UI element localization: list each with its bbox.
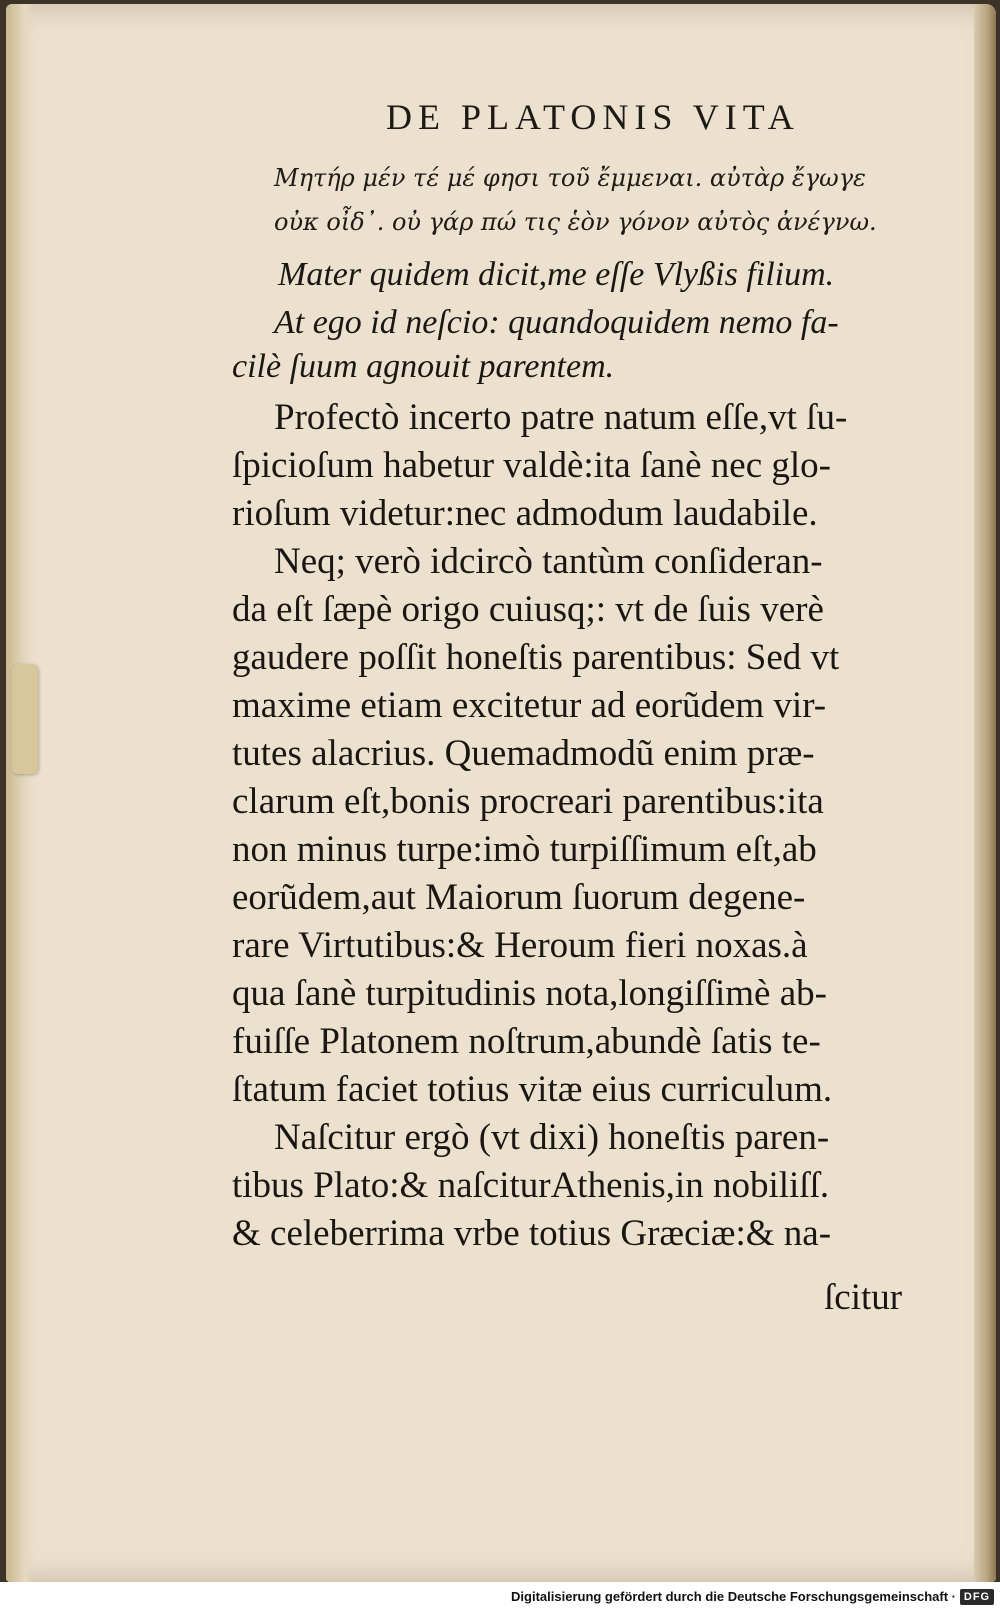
footer-bar: [0, 1582, 1000, 1610]
italic-line-2: At ego id neſcio: quandoquidem nemo fa-: [274, 304, 839, 341]
body-line-4: Neq; verò idcircò tantùm conſideran-: [274, 541, 823, 582]
italic-line-1: Mater quidem dicit,me eſſe Vlyßis filium.: [278, 256, 835, 293]
body-line-5: da eſt ſæpè origo cuiusq;: vt de ſuis verè: [232, 589, 824, 630]
footer-credit: Digitalisierung gefördert durch die Deutsche Forschungsgemeinschaft ·: [511, 1589, 956, 1604]
body-line-6: gaudere poſſit honeſtis parentibus: Sed vt: [232, 637, 840, 678]
running-head: DE PLATONIS VITA: [386, 97, 800, 137]
book-page: [6, 4, 996, 1582]
body-line-13: qua ſanè turpitudinis nota,longiſſimè ab-: [232, 973, 827, 1014]
body-line-1: Profectò incerto patre natum eſſe,vt ſu-: [274, 397, 848, 438]
body-line-11: eorũdem,aut Maiorum ſuorum degene-: [232, 877, 806, 918]
greek-line-1: Μητήρ μέν τέ μέ φησι τοῦ ἔμμεναι. αὐτὰρ ἔγωγε: [274, 164, 866, 192]
body-line-8: tutes alacrius. Quemadmodũ enim præ-: [232, 733, 815, 774]
body-line-9: clarum eſt,bonis procreari parentibus:ita: [232, 781, 824, 822]
body-line-16: Naſcitur ergò (vt dixi) honeſtis paren-: [274, 1117, 830, 1158]
body-line-3: rioſum videtur:nec admodum laudabile.: [232, 493, 818, 534]
greek-line-2: οὐκ οἶδ᾽. οὐ γάρ πώ τις ἑὸν γόνον αὐτὸς ἀνέγνω.: [274, 208, 877, 236]
dfg-logo: DFG: [960, 1589, 994, 1605]
body-line-7: maxime etiam excitetur ad eorũdem vir-: [232, 685, 827, 726]
body-line-15: ſtatum faciet totius vitæ eius curriculum.: [232, 1069, 833, 1110]
body-line-18: & celeberrima vrbe totius Græciæ:& na-: [232, 1213, 832, 1254]
body-line-17: tibus Plato:& naſciturAthenis,in nobiliſſ.: [232, 1165, 830, 1206]
page-gutter: [6, 4, 34, 1582]
italic-line-3: cilè ſuum agnouit parentem.: [232, 348, 615, 385]
page-fore-edge: [974, 4, 996, 1582]
body-line-14: fuiſſe Platonem noſtrum,abundè ſatis te-: [232, 1021, 821, 1062]
body-line-12: rare Virtutibus:& Heroum fieri noxas.à: [232, 925, 808, 966]
body-line-2: ſpicioſum habetur valdè:ita ſanè nec glo-: [232, 445, 831, 486]
body-line-10: non minus turpe:imò turpiſſimum eſt,ab: [232, 829, 817, 870]
page-tab: [12, 664, 38, 774]
catchword: ſcitur: [824, 1277, 903, 1318]
